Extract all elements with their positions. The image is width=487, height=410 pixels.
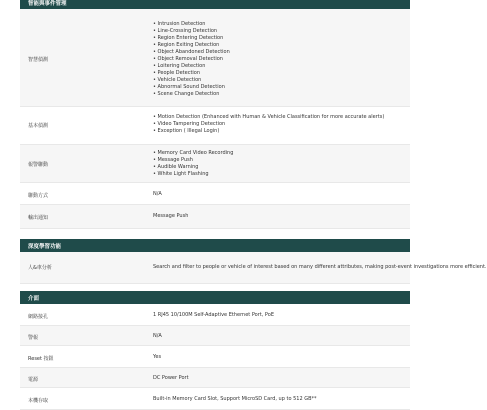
- section-header-interface: [20, 291, 410, 304]
- list-item: • Region Exiting Detection: [153, 42, 410, 49]
- spec-value: DC Power Port: [153, 375, 189, 381]
- list-item: • Vehicle Detection: [153, 77, 410, 84]
- section-title: 智能與事件管理: [28, 0, 67, 7]
- spec-label: 警報: [28, 335, 39, 341]
- list-item: • Region Entering Detection: [153, 35, 410, 42]
- list-item: • People Detection: [153, 70, 410, 77]
- smart-detection-list: [153, 21, 410, 98]
- list-item: • Memory Card Video Recording: [153, 150, 410, 157]
- spec-row-smart-detection: [20, 9, 410, 107]
- list-item: • Exception ( Illegal Login): [153, 128, 410, 135]
- spec-sheet: [20, 0, 487, 410]
- spec-row-reset: [20, 346, 410, 368]
- section-title: 介面: [28, 295, 40, 302]
- spec-label: 網路接孔: [28, 314, 49, 320]
- spec-row-alarm: [20, 326, 410, 346]
- spec-label: 基本偵測: [28, 123, 49, 129]
- spec-label: 本機存取: [28, 398, 49, 404]
- alarm-linkage-list: [153, 150, 410, 178]
- section-header-smart-events: [20, 0, 410, 9]
- list-item: • Intrusion Detection: [153, 21, 410, 28]
- section-header-deep-learning: [20, 239, 410, 252]
- spec-value: N/A: [153, 333, 162, 339]
- basic-detection-list: [153, 114, 410, 135]
- spec-row-output-notification: [20, 205, 410, 229]
- list-item: • Message Push: [153, 157, 410, 164]
- list-item: • Loitering Detection: [153, 63, 410, 70]
- list-item: • Video Tampering Detection: [153, 121, 410, 128]
- list-item: • Object Abandoned Detection: [153, 49, 410, 56]
- spec-row-linkage-method: [20, 183, 410, 205]
- section-title: 深度學習功能: [28, 243, 62, 250]
- list-item: • Abnormal Sound Detection: [153, 84, 410, 91]
- list-item: • Object Removal Detection: [153, 56, 410, 63]
- spec-row-alarm-linkage: [20, 145, 410, 183]
- spec-row-human-vehicle: [20, 252, 487, 284]
- spec-label: 輸出通知: [28, 215, 49, 221]
- spec-label: 人&車分析: [28, 265, 52, 271]
- spec-label: Reset 按鈕: [28, 356, 54, 362]
- spec-row-basic-detection: [20, 107, 410, 145]
- spec-label: 報警聯動: [28, 162, 49, 168]
- spec-value: Search and filter to people or vehicle of interest based on many different attributes, making post-event investigations more efficient.: [153, 264, 487, 270]
- spec-label: 智慧偵測: [28, 57, 49, 63]
- list-item: • Audible Warning: [153, 164, 410, 171]
- spec-label: 電源: [28, 377, 39, 383]
- list-item: • Line-Crossing Detection: [153, 28, 410, 35]
- spec-value: Built-in Memory Card Slot, Support MicroSD Card, up to 512 GB**: [153, 396, 317, 402]
- spec-row-network-port: [20, 304, 410, 326]
- list-item: • Motion Detection (Enhanced with Human & Vehicle Classification for more accurate alerts): [153, 114, 410, 121]
- spec-value: Yes: [153, 354, 162, 360]
- spec-row-power: [20, 368, 410, 388]
- list-item: • White Light Flashing: [153, 171, 410, 178]
- spec-value: 1 RJ45 10/100M Self-Adaptive Ethernet Port, PoE: [153, 312, 274, 318]
- spec-value: Message Push: [153, 213, 189, 219]
- spec-label: 聯動方式: [28, 193, 49, 199]
- list-item: • Scene Change Detection: [153, 91, 410, 98]
- spec-row-storage: [20, 388, 410, 410]
- spec-value: N/A: [153, 191, 162, 197]
